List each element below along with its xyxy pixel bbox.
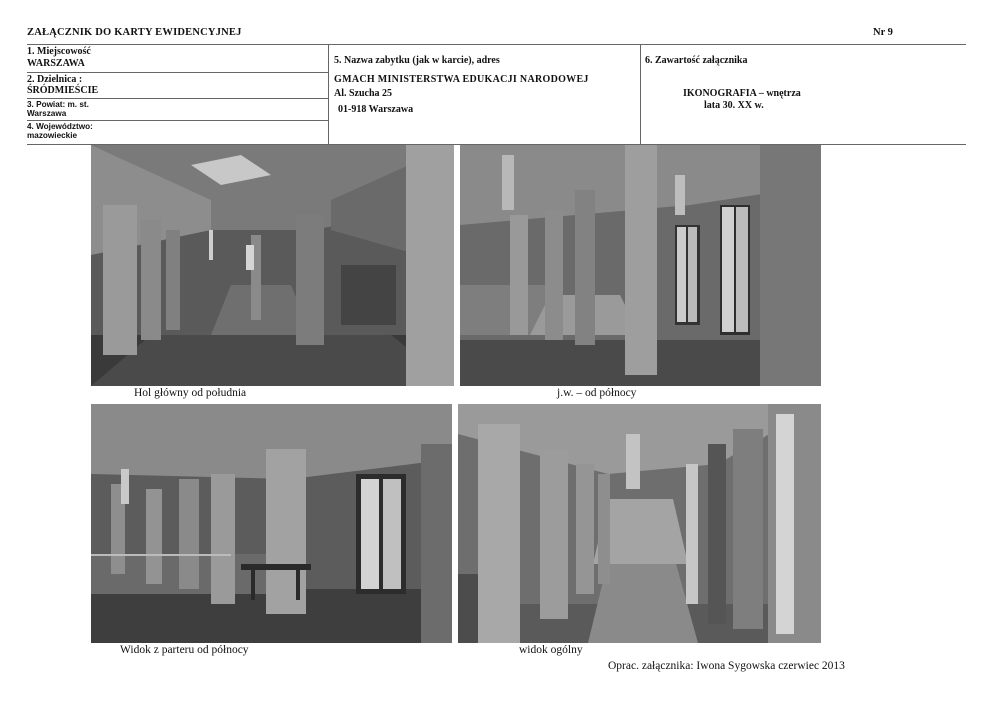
attachment-number: Nr 9 (873, 27, 893, 38)
voivodeship-label: 4. Województwo: (27, 122, 93, 131)
photo-ground-floor-north (91, 404, 452, 643)
row-divider-1 (27, 72, 328, 73)
voivodeship-value: mazowieckie (27, 131, 78, 140)
monument-label: 5. Nazwa zabytku (jak w karcie), adres (334, 55, 500, 66)
document-title: ZAŁĄCZNIK DO KARTY EWIDENCYJNEJ (27, 27, 242, 38)
photo-caption-general-view: widok ogólny (519, 644, 583, 656)
contents-label: 6. Zawartość załącznika (645, 55, 748, 66)
contents-line2: lata 30. XX w. (704, 100, 764, 111)
photo-caption-main-hall-south: Hol główny od południa (134, 387, 247, 399)
row-divider-2 (27, 98, 328, 99)
district-value: ŚRÓDMIEŚCIE (27, 85, 99, 96)
county-label: 3. Powiat: m. st. (27, 100, 89, 109)
photo-main-hall-north (460, 145, 821, 386)
county-value: Warszawa (27, 109, 67, 118)
column-divider-1 (328, 44, 329, 144)
locality-label: 1. Miejscowość (27, 46, 91, 57)
monument-name: GMACH MINISTERSTWA EDUKACJI NARODOWEJ (334, 74, 589, 85)
photo-general-view (458, 404, 821, 643)
photo-caption-main-hall-north: j.w. – od północy (557, 387, 637, 399)
photo-caption-ground-floor-north: Widok z parteru od północy (120, 644, 249, 656)
contents-line1: IKONOGRAFIA – wnętrza (683, 88, 801, 99)
monument-street: Al. Szucha 25 (334, 88, 393, 99)
column-divider-2 (640, 44, 641, 144)
monument-city: 01-918 Warszawa (338, 104, 414, 115)
author-credit: Oprac. załącznika: Iwona Sygowska czerwiec 2013 (608, 660, 845, 672)
locality-value: WARSZAWA (27, 58, 85, 69)
table-top-border (27, 44, 966, 45)
district-label: 2. Dzielnica : (27, 74, 83, 85)
photo-main-hall-south (91, 145, 454, 386)
row-divider-3 (27, 120, 328, 121)
